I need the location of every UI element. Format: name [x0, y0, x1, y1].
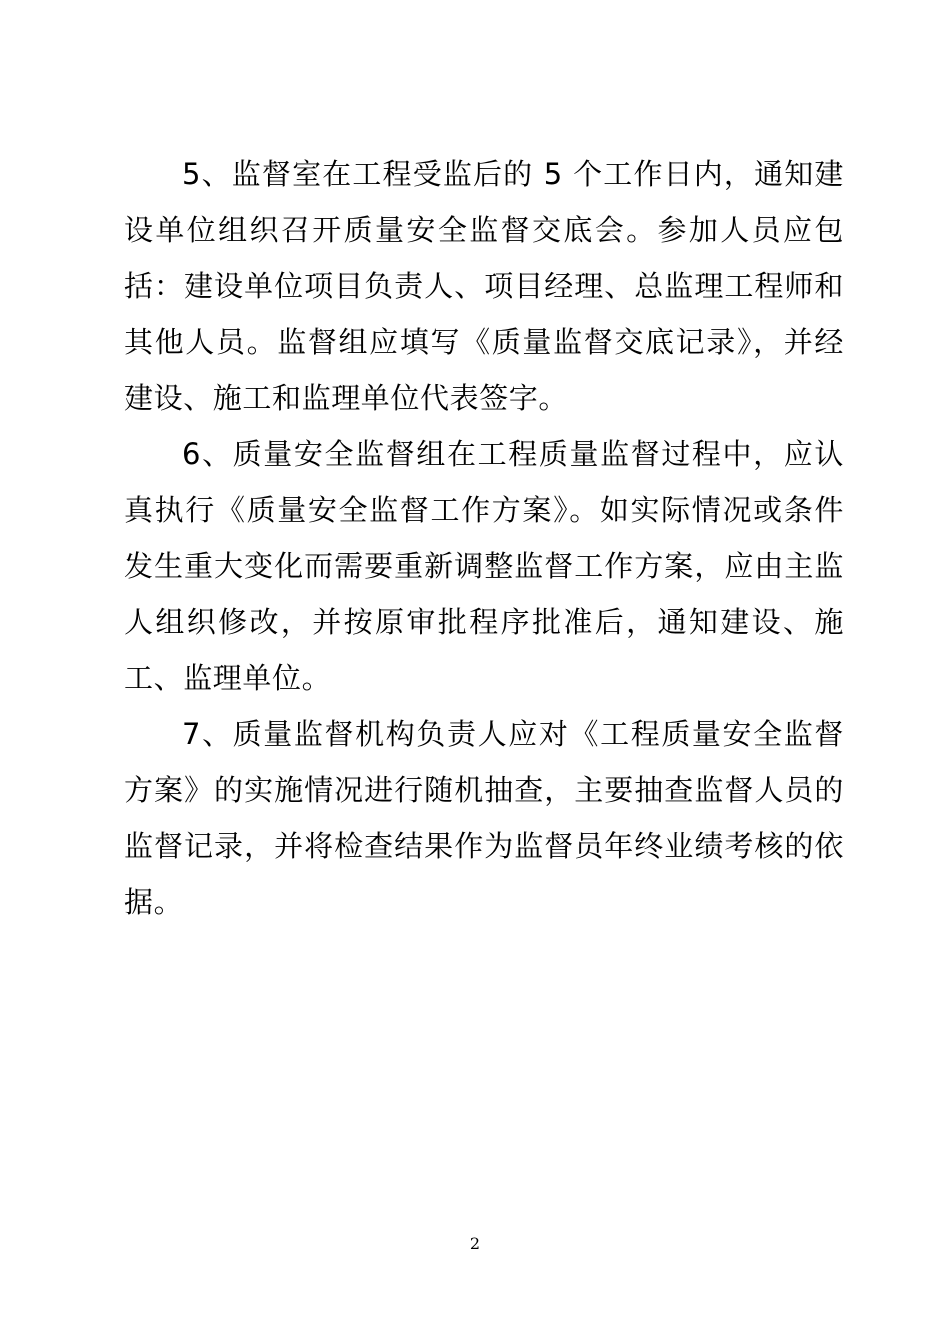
paragraph-item-5: 5、监督室在工程受监后的 5 个工作日内，通知建设单位组织召开质量安全监督交底会。参加人员应包括：建设单位项目负责人、项目经理、总监理工程师和其他人员。监督组应填写《质量监督交底记录》，并经建设、施工和监理单位代表签字。 — [124, 157, 844, 415]
paragraph-item-6: 6、质量安全监督组在工程质量监督过程中，应认真执行《质量安全监督工作方案》。如实际情况或条件发生重大变化而需要重新调整监督工作方案，应由主监人组织修改，并按原审批程序批准后，通知建设、施工、监理单位。 — [124, 437, 844, 695]
paragraph-item-7: 7、质量监督机构负责人应对《工程质量安全监督方案》的实施情况进行随机抽查，主要抽查监督人员的监督记录，并将检查结果作为监督员年终业绩考核的依据。 — [124, 717, 844, 919]
page-number: 2 — [469, 1234, 481, 1253]
document-body — [124, 146, 844, 930]
